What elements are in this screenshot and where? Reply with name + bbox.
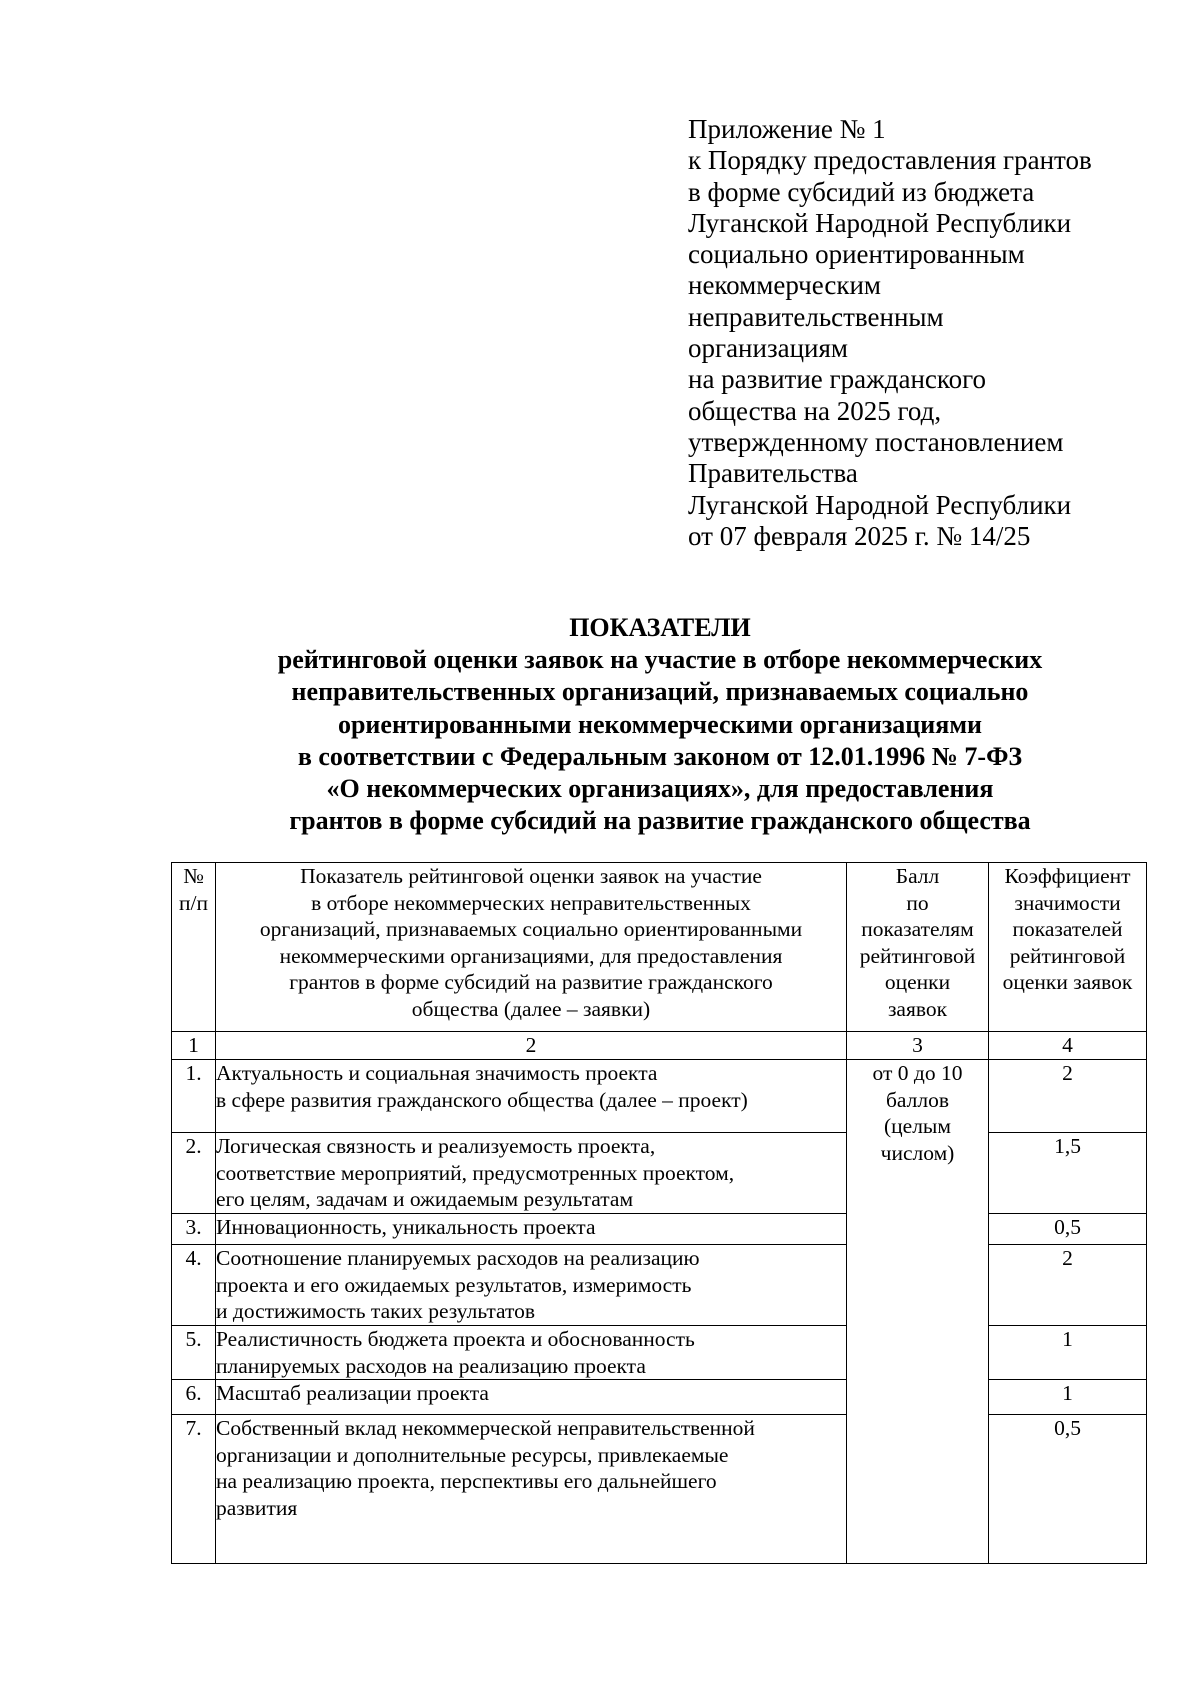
row-number: 3. xyxy=(172,1214,216,1245)
indicator-text-line: в сфере развития гражданского общества (далее – проект) xyxy=(216,1087,748,1112)
header-text-line: показателям xyxy=(861,917,974,942)
table-row xyxy=(172,1415,1147,1564)
header-score xyxy=(847,863,989,1032)
document-subtitle-line: «О некоммерческих организациях», для предоставления xyxy=(326,774,994,804)
appendix-line: некоммерческим xyxy=(688,270,882,301)
indicator-text-line: Логическая связность и реализуемость проекта, xyxy=(216,1134,656,1158)
appendix-line: на развитие гражданского xyxy=(688,364,987,395)
appendix-line: утвержденному постановлением xyxy=(688,426,1064,457)
row-number: 7. xyxy=(172,1415,216,1564)
row-number: 4. xyxy=(172,1245,216,1326)
indicator-text-line: Собственный вклад некоммерческой неправительственной xyxy=(216,1416,755,1441)
appendix-line: Луганской Народной Республики xyxy=(688,489,1072,520)
table-row xyxy=(172,1380,1147,1415)
table-row xyxy=(172,1326,1147,1380)
column-number: 2 xyxy=(216,1032,847,1060)
row-indicator xyxy=(216,1214,847,1245)
column-number: 1 xyxy=(172,1032,216,1060)
score-range-line: числом) xyxy=(880,1140,955,1165)
appendix-line: общества на 2025 год, xyxy=(688,395,942,426)
row-indicator xyxy=(216,1380,847,1415)
row-coefficient: 1,5 xyxy=(989,1133,1147,1214)
appendix-line: Правительства xyxy=(688,458,858,489)
column-number: 4 xyxy=(989,1032,1147,1060)
score-range-line: (целым xyxy=(884,1114,951,1139)
header-text-line: рейтинговой xyxy=(1009,943,1126,968)
score-range-line: баллов xyxy=(885,1087,950,1112)
indicator-text-line: на реализацию проекта, перспективы его дальнейшего xyxy=(216,1469,717,1494)
appendix-line: неправительственным xyxy=(688,301,944,332)
appendix-line: от 07 февраля 2025 г. № 14/25 xyxy=(688,520,1031,551)
header-text-line: показателей xyxy=(1012,917,1123,942)
rating-indicators-table xyxy=(171,862,1147,1564)
header-text-line: рейтинговой xyxy=(859,943,976,968)
row-indicator xyxy=(216,1133,847,1214)
header-number xyxy=(172,863,216,1032)
appendix-line: к Порядку предоставления грантов xyxy=(688,145,1092,176)
indicator-text-line: планируемых расходов на реализацию проекта xyxy=(216,1353,646,1378)
indicator-text-line: соответствие мероприятий, предусмотренных проектом, xyxy=(216,1160,735,1185)
appendix-line: Приложение № 1 xyxy=(688,114,886,144)
row-coefficient: 2 xyxy=(989,1060,1147,1133)
indicator-text-line: Актуальность и социальная значимость проекта xyxy=(216,1061,658,1085)
header-text-line: некоммерческими организациями, для предоставления xyxy=(279,943,783,968)
document-subtitle-line: грантов в форме субсидий на развитие гражданского общества xyxy=(289,806,1031,836)
header-text-line: заявок xyxy=(887,996,948,1021)
indicator-text-line: организации и дополнительные ресурсы, привлекаемые xyxy=(216,1442,729,1467)
header-text-line: № xyxy=(183,864,204,888)
indicator-text-line: проекта и его ожидаемых результатов, измеримость xyxy=(216,1272,692,1297)
header-text-line: организаций, признаваемых социально ориентированными xyxy=(259,917,803,942)
appendix-line: Луганской Народной Республики xyxy=(688,207,1072,238)
row-coefficient: 1 xyxy=(989,1380,1147,1415)
column-number-row xyxy=(172,1032,1147,1060)
row-indicator xyxy=(216,1415,847,1564)
indicator-text-line: его целям, задачам и ожидаемым результатам xyxy=(216,1187,634,1212)
document-title: ПОКАЗАТЕЛИ xyxy=(569,613,751,642)
document-subtitle-line: в соответствии с Федеральным законом от 12.01.1996 № 7-ФЗ xyxy=(297,741,1023,771)
row-indicator xyxy=(216,1060,847,1133)
column-number: 3 xyxy=(847,1032,989,1060)
header-text-line: оценки xyxy=(884,970,951,995)
score-range-cell xyxy=(847,1060,989,1564)
header-text-line: Показатель рейтинговой оценки заявок на участие xyxy=(300,864,762,888)
document-subtitle-line: ориентированными некоммерческими организациями xyxy=(337,709,983,739)
header-text-line: оценки заявок xyxy=(1002,970,1133,995)
table-row xyxy=(172,1133,1147,1214)
appendix-line: социально ориентированным xyxy=(688,239,1025,270)
header-text-line: Коэффициент xyxy=(1004,864,1131,888)
indicator-text-line: Соотношение планируемых расходов на реализацию xyxy=(216,1246,700,1270)
indicator-text-line: Инновационность, уникальность проекта xyxy=(216,1215,596,1239)
row-number: 5. xyxy=(172,1326,216,1380)
indicator-text-line: Реалистичность бюджета проекта и обоснованность xyxy=(216,1327,695,1351)
table-row xyxy=(172,1214,1147,1245)
header-text-line: грантов в форме субсидий на развитие гражданского xyxy=(289,970,773,995)
row-number: 6. xyxy=(172,1380,216,1415)
row-coefficient: 2 xyxy=(989,1245,1147,1326)
row-coefficient: 1 xyxy=(989,1326,1147,1380)
document-heading xyxy=(170,612,1150,837)
table-row xyxy=(172,1245,1147,1326)
row-indicator xyxy=(216,1326,847,1380)
header-text-line: по xyxy=(906,890,929,915)
appendix-line: организациям xyxy=(688,333,849,364)
indicator-text-line: Масштаб реализации проекта xyxy=(216,1381,489,1406)
appendix-line: в форме субсидий из бюджета xyxy=(688,176,1035,207)
document-subtitle-line: рейтинговой оценки заявок на участие в отборе некоммерческих xyxy=(277,645,1043,675)
appendix-block xyxy=(688,114,1168,552)
table-header-row xyxy=(172,863,1147,1032)
row-number: 1. xyxy=(172,1060,216,1133)
header-indicator xyxy=(216,863,847,1032)
header-coefficient xyxy=(989,863,1147,1032)
header-text-line: значимости xyxy=(1014,890,1121,915)
header-text-line: в отборе некоммерческих неправительственных xyxy=(311,890,751,915)
indicator-text-line: и достижимость таких результатов xyxy=(216,1299,535,1324)
row-indicator xyxy=(216,1245,847,1326)
row-coefficient: 0,5 xyxy=(989,1214,1147,1245)
header-text-line: общества (далее – заявки) xyxy=(411,996,651,1021)
score-range-line: от 0 до 10 xyxy=(872,1061,963,1085)
indicator-text-line: развития xyxy=(216,1495,298,1520)
table-row xyxy=(172,1060,1147,1133)
document-subtitle-line: неправительственных организаций, признаваемых социально xyxy=(291,677,1029,707)
row-coefficient: 0,5 xyxy=(989,1415,1147,1564)
header-text-line: п/п xyxy=(179,890,208,915)
row-number: 2. xyxy=(172,1133,216,1214)
header-text-line: Балл xyxy=(895,864,940,888)
